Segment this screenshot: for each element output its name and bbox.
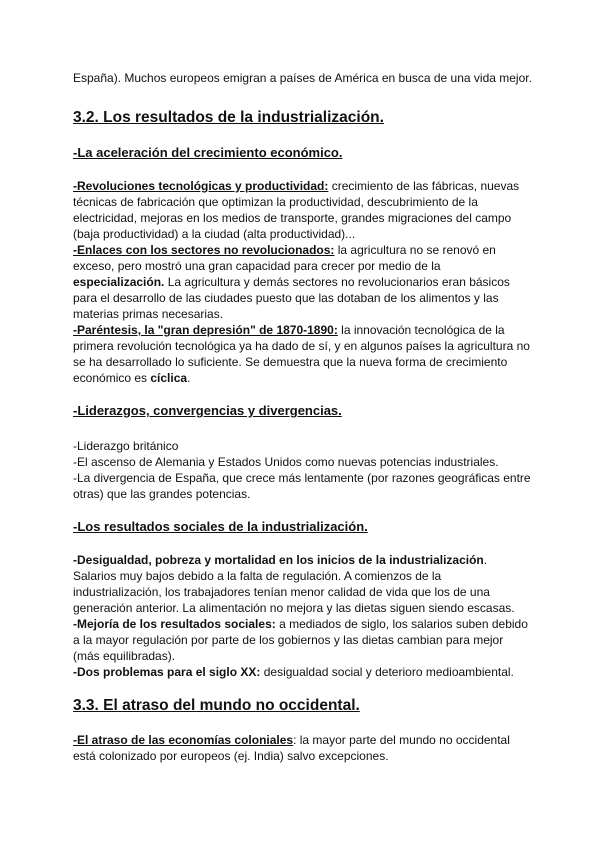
list-item-liderazgo-britanico: -Liderazgo británico <box>73 439 179 453</box>
paragraph-intro: España). Muchos europeos emigran a países de América en busca de una vida mejor. <box>73 71 532 85</box>
text-mejoria: a mediados de siglo, los salarios suben debido a la mayor regulación por parte de los gobiernos y las dietas cambian para mejor (más equilibradas). <box>73 617 528 663</box>
label-atraso: -El atraso de las economías coloniales <box>73 733 294 747</box>
text-parentesis: la innovación tecnológica de la primera revolución tecnológica ya ha dado de sí, y en algunos países la agricultura no se ha desarrollado lo suficiente. Se demuestra que la nueva forma de crecimiento económico es <box>73 323 530 385</box>
text-parentesis-end: . <box>187 371 191 385</box>
heading-3-2: 3.2. Los resultados de la industrialización. <box>73 109 384 126</box>
paragraph-dos-problemas <box>73 664 533 680</box>
paragraph-revoluciones <box>73 178 533 242</box>
list-item-divergencia-espana: -La divergencia de España, que crece más lentamente (por razones geográficas entre otras) que las grandes potencias. <box>73 471 531 501</box>
list-item-ascenso-alemania: -El ascenso de Alemania y Estados Unidos como nuevas potencias industriales. <box>73 455 499 469</box>
text-revoluciones: crecimiento de las fábricas, nuevas técnicas de fabricación que optimizan la productividad, descubrimiento de la electricidad, mejoras en los medios de transporte, grandes migraciones del campo (baja productividad) a la ciudad (alta productividad)... <box>73 179 520 241</box>
text-enlaces-1: la agricultura no se renovó en exceso, pero mostró una gran capacidad para crecer por medio de la <box>73 243 496 273</box>
label-desigualdad: -Desigualdad, pobreza y mortalidad en los inicios de la industrialización <box>73 553 484 567</box>
label-parentesis: -Paréntesis, la "gran depresión" de 1870-1890: <box>73 323 338 337</box>
label-enlaces: -Enlaces con los sectores no revolucionados: <box>73 243 335 257</box>
text-enlaces-2: La agricultura y demás sectores no revolucionarios eran básicos para el desarrollo de las ciudades puesto que las dotaban de los alimentos y las materias primas necesarias. <box>73 275 510 321</box>
paragraph-atraso <box>73 732 533 764</box>
label-dos-problemas: -Dos problemas para el siglo XX: <box>73 665 261 679</box>
paragraph-parentesis <box>73 322 533 386</box>
heading-sociales: -Los resultados sociales de la industrialización. <box>73 519 368 534</box>
paragraph-mejoria <box>73 616 533 664</box>
text-desigualdad: . Salarios muy bajos debido a la falta de regulación. A comienzos de la industrialización, los trabajadores tenían menor calidad de vida que los de una generación anterior. La alimentación no mejora y las dietas siguen siendo escasas. <box>73 553 515 615</box>
text-ciclica: cíclica <box>150 371 188 385</box>
heading-3-3: 3.3. El atraso del mundo no occidental. <box>73 697 360 714</box>
text-dos-problemas: desigualdad social y deterioro medioambiental. <box>260 665 514 679</box>
paragraph-enlaces <box>73 242 533 322</box>
text-especializacion: especialización. <box>73 275 165 289</box>
paragraph-desigualdad <box>73 552 533 616</box>
text-atraso: : la mayor parte del mundo no occidental está colonizado por europeos (ej. India) salvo excepciones. <box>73 733 510 763</box>
label-revoluciones: -Revoluciones tecnológicas y productividad: <box>73 179 329 193</box>
heading-liderazgos: -Liderazgos, convergencias y divergencias. <box>73 403 342 418</box>
heading-aceleracion: -La aceleración del crecimiento económico. <box>73 145 343 160</box>
document-content <box>73 70 533 764</box>
label-mejoria: -Mejoría de los resultados sociales: <box>73 617 276 631</box>
